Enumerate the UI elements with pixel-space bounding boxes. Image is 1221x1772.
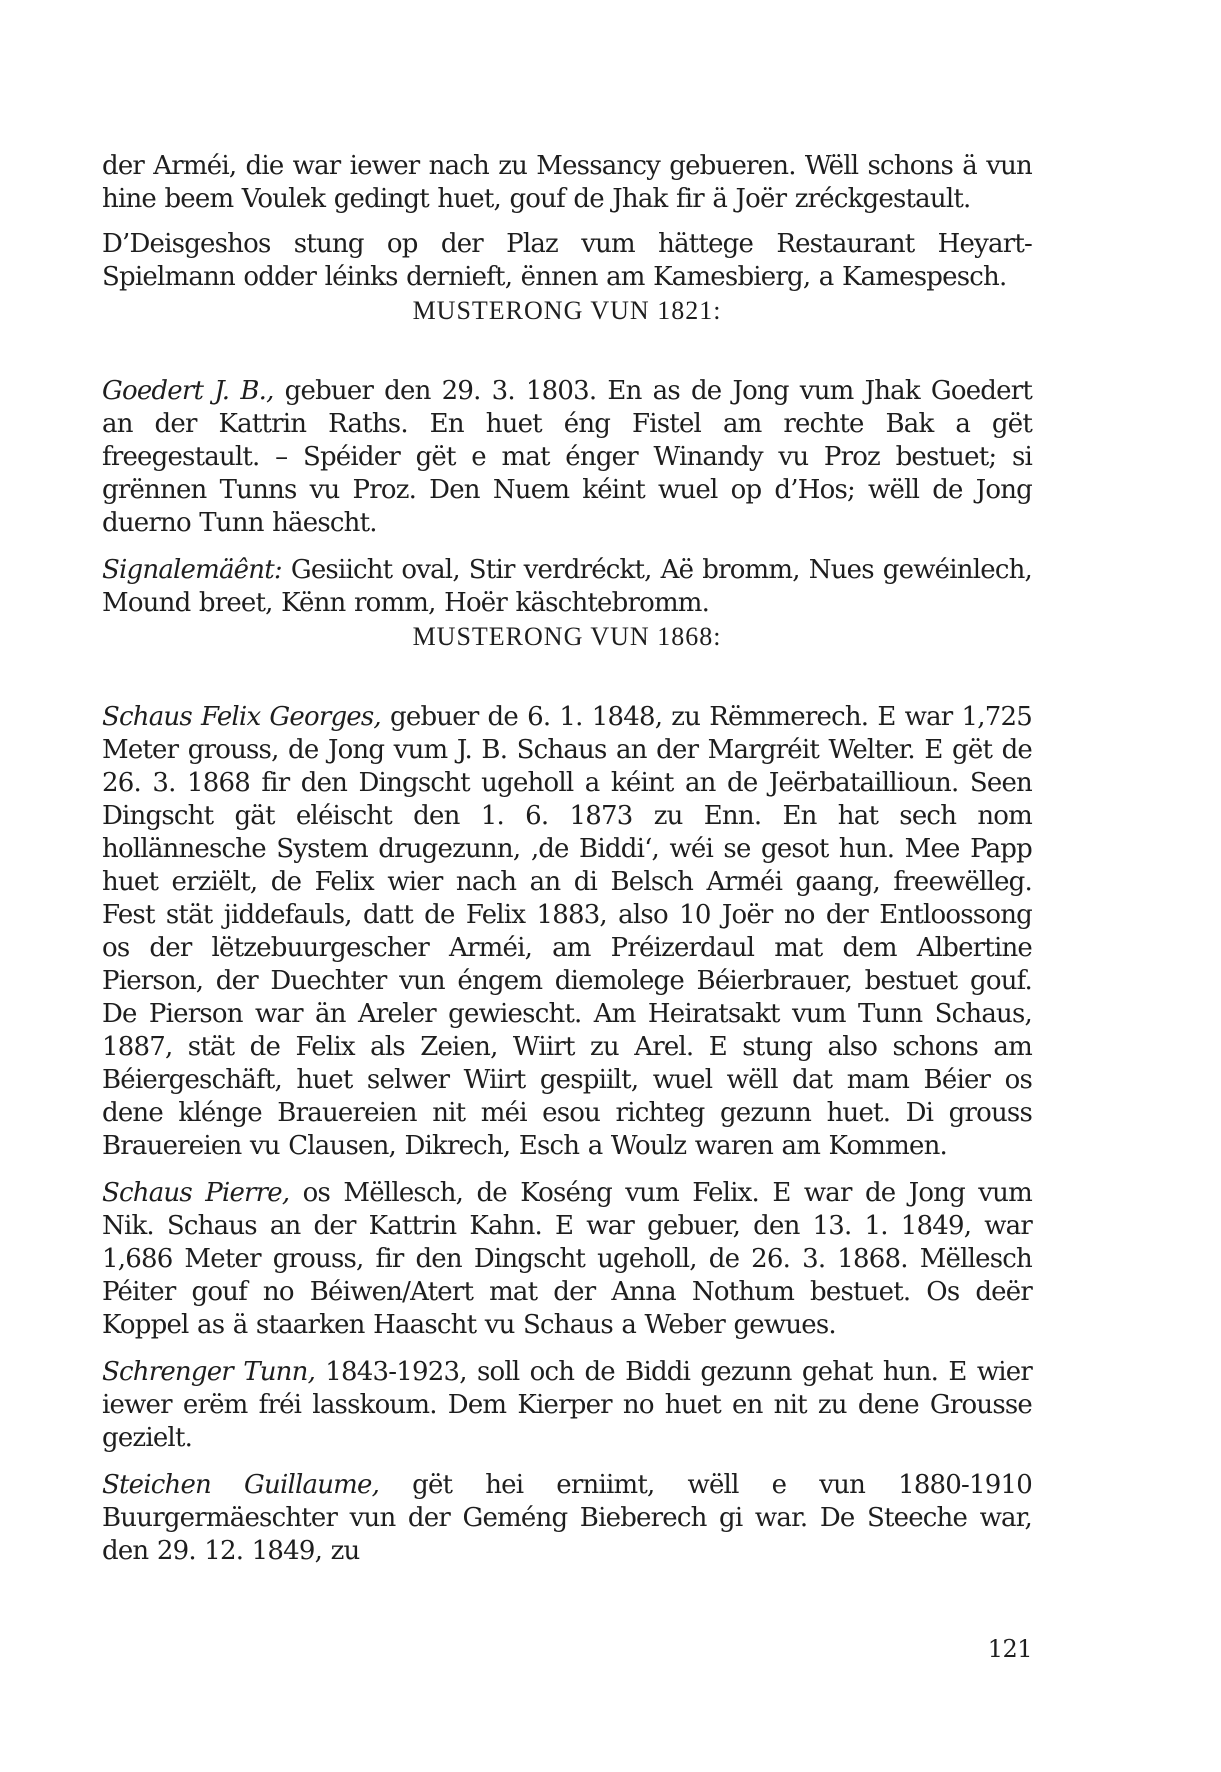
signalement-label: Signalemäênt: xyxy=(102,555,282,585)
intro-paragraph-1: der Arméi, die war iewer nach zu Messancy gebueren. Wëll schons ä vun hine beem Voulek gedingt huet, gouf de Jhak fir ä Joër zréckgestault. xyxy=(102,151,1032,214)
entry-schaus-felix xyxy=(102,701,1032,1163)
entry-text: os Mëllesch, de Koséng vum Felix. E war de Jong vum Nik. Schaus an der Kattrin Kahn. E war gebuer, den 13. 1. 1849, war 1,686 Meter grouss, fir den Dingscht ugeholl, de 26. 3. 1868. Mëllesch Péiter gouf no Béiwen/Atert mat der Anna Nothum bestuet. Os deër Koppel as ä staarken Haascht vu Schaus a Weber gewues. xyxy=(102,1178,1032,1340)
intro-paragraph-2: D’Deisgeshos stung op der Plaz vum hättege Restaurant Heyart-Spielmann odder léinks dernieft, ënnen am Kamesbierg, a Kamespesch. xyxy=(102,229,1032,292)
signalement xyxy=(102,554,1032,620)
entry-text: 1843-1923, soll och de Biddi gezunn gehat hun. E wier iewer erëm fréi lasskoum. Dem Kierper no huet en nit zu dene Grousse gezielt. xyxy=(102,1357,1033,1453)
entry-name: Goedert J. B., xyxy=(102,376,274,406)
section-heading-1868: MUSTERONG VUN 1868: xyxy=(412,622,722,651)
entry-text: gebuer de 6. 1. 1848, zu Rëmmerech. E war 1,725 Meter grouss, de Jong vum J. B. Schaus an der Margréit Welter. E gët de 26. 3. 1868 fir den Dingscht ugeholl a kéint an de Jeërbataillioun. Seen Dingscht gät eléischt den 1. 6. 1873 zu Enn. En hat sech nom hollännesche System drugezunn, ‚de Biddi‘, wéi se gesot hun. Mee Papp huet erziëlt, de Felix wier nach an di Belsch Arméi gaang, freewëlleg. Fest stät jiddefauls, datt de Felix 1883, also 10 Joër no der Entloossong os der lëtzebuurgescher Arméi, am Préizerdaul mat dem Albertine Pierson, der Duechter vun éngem diemolege Béierbrauer, bestuet gouf. De Pierson war än Areler gewiescht. Am Heiratsakt vum Tunn Schaus, 1887, stät de Felix als Zeien, Wiirt zu Arel. E stung also schons am Béiergeschäft, huet selwer Wiirt gespiilt, wuel wëll dat mam Béier os dene klénge Brauereien nit méi esou richteg gezunn huet. Di grouss Brauereien vu Clausen, Dikrech, Esch a Woulz waren am Kommen. xyxy=(102,702,1032,1161)
entry-text: gebuer den 29. 3. 1803. En as de Jong vum Jhak Goedert an der Kattrin Raths. En huet éng Fistel am rechte Bak a gët freegestault. – Spéider gët e mat énger Winandy vu Proz bestuet; si grënnen Tunns vu Proz. Den Nuem kéint wuel op d’Hos; wëll de Jong duerno Tunn häescht. xyxy=(102,376,1032,538)
entry-goedert xyxy=(102,375,1032,540)
entry-steichen-guillaume xyxy=(102,1469,1032,1568)
page-body xyxy=(102,150,1032,1568)
entry-schaus-pierre xyxy=(102,1177,1032,1342)
section-heading-1821: MUSTERONG VUN 1821: xyxy=(412,296,722,325)
entry-schrenger-tunn xyxy=(102,1356,1032,1455)
entry-name: Schrenger Tunn, xyxy=(102,1357,316,1387)
entry-name: Schaus Felix Georges, xyxy=(102,702,381,732)
signalement-text: Gesiicht oval, Stir verdréckt, Aë bromm, Nues gewéinlech, Mound breet, Kënn romm, Hoër käschtebromm. xyxy=(102,555,1032,618)
page-number: 121 xyxy=(987,1635,1032,1663)
entry-name: Steichen Guillaume, xyxy=(102,1470,380,1500)
entry-text: gët hei erniimt, wëll e vun 1880-1910 Buurgermäeschter vun der Geméng Bieberech gi war. De Steeche war, den 29. 12. 1849, zu xyxy=(102,1470,1032,1566)
entry-name: Schaus Pierre, xyxy=(102,1178,290,1208)
